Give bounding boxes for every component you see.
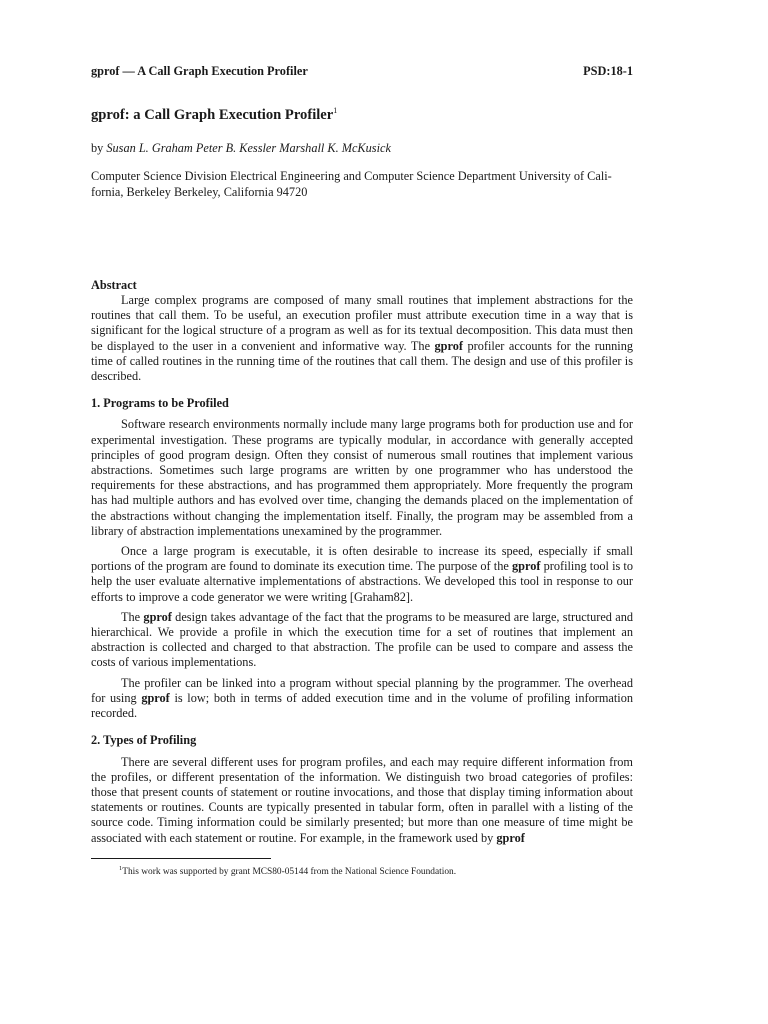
- abstract-gprof: gprof: [434, 338, 463, 353]
- section-1-paragraph-3: [91, 610, 633, 671]
- section-1-paragraph-2: [91, 544, 633, 605]
- footnote: [119, 866, 639, 878]
- paper-title: [91, 108, 633, 123]
- s1p2-text-b: profiling tool is to help the user evaluate alternative implementations of abstractions. We developed this tool in response to our efforts to improve a code generator we were writing [Graham82].: [91, 559, 633, 604]
- running-header: [91, 64, 633, 79]
- abstract-heading: Abstract: [91, 277, 137, 292]
- s1p2-gprof: gprof: [511, 559, 541, 574]
- section-1-heading: 1. Programs to be Profiled: [91, 396, 229, 411]
- footnote-divider: [91, 858, 271, 859]
- footnote-text: This work was supported by grant MCS80-05144 from the National Science Foundation.: [122, 867, 457, 877]
- abstract-text-b: profiler accounts for the running time of called routines in the running time of the routines that call them. The design and use of this profiler is described.: [91, 338, 633, 384]
- s1p3-text-b: design takes advantage of the fact that the programs to be measured are large, structured and hierarchical. We provide a profile in which the execution time for a set of routines that implement an abstraction is collected and charged to that abstraction. The profile can be used to compare and assess the costs of various implementations.: [91, 609, 633, 670]
- footnote-mark: 1: [119, 864, 123, 872]
- authors: Susan L. Graham Peter B. Kessler Marshall K. McKusick: [106, 141, 391, 156]
- paper-title-text: gprof: a Call Graph Execution Profiler: [91, 107, 334, 123]
- abstract-paragraph: [91, 293, 633, 384]
- affiliation: [91, 169, 633, 199]
- header-title: gprof — A Call Graph Execution Profiler: [91, 64, 308, 78]
- section-2-heading: 2. Types of Profiling: [91, 733, 197, 748]
- byline: [91, 141, 633, 156]
- s1p4-text-a: The profiler can be linked into a program without special planning by the programmer. The overhead for using: [91, 675, 633, 705]
- section-1-paragraph-1: Software research environments normally include many large programs both for production use and for experimental investigation. These programs are typically modular, in accordance with generally accepted principles of good program design. Often they consist of numerous small routines that implement various abstractions. Sometimes such large programs are written by one programmer who has understood the requirements for these abstractions, and has programmed them appropriately. More frequently the program has had multiple authors and has evolved over time, changing the demands placed on the implementation of the abstractions without changing the implementation itself. Finally, the program may be assembled from a library of abstraction implementations unexamined by the programmer.: [91, 417, 633, 538]
- title-footnote-mark: 1: [333, 106, 338, 116]
- s1p4-gprof: gprof: [141, 690, 170, 705]
- main-content: [91, 108, 633, 846]
- header-page-number: PSD:18-1: [583, 64, 633, 78]
- s2p1-text-a: There are several different uses for program profiles, and each may require different information from the profiles, or different presentation of the information. We distinguish two broad categories of profiles: those that present counts of statement or routine invocations, and those that display timing information about statements or routines. Counts are typically presented in tabular form, often in parallel with a listing of the source code. Timing information could be similarly presented; but more than one measure of time might be associated with each statement or routine. For example, in the framework used by: [91, 754, 633, 845]
- affiliation-line-2: fornia, Berkeley Berkeley, California 94720: [91, 184, 308, 199]
- s1p4-text-b: is low; both in terms of added execution time and in the volume of profiling information recorded.: [91, 690, 633, 721]
- s1p3-text-a: The: [121, 609, 144, 624]
- abstract-text-a: Large complex programs are composed of many small routines that implement abstractions for the routines that call them. To be useful, an execution profiler must attribute execution time in a way that is significant for the logical structure of a program as well as for its textual decomposition. This data must then be displayed to the user in a convenient and informative way. The: [91, 293, 633, 353]
- s1p3-gprof: gprof: [143, 609, 172, 624]
- s2p1-gprof: gprof: [496, 830, 525, 845]
- byline-prefix: by: [91, 141, 104, 156]
- section-2-paragraph-1: [91, 755, 633, 846]
- s1p2-text-a: Once a large program is executable, it is often desirable to increase its speed, especially if small portions of the program are found to dominate its execution time. The purpose of the: [91, 544, 633, 574]
- section-1-paragraph-4: [91, 676, 633, 722]
- affiliation-line-1: Computer Science Division Electrical Engineering and Computer Science Department University of Cali-: [91, 169, 612, 184]
